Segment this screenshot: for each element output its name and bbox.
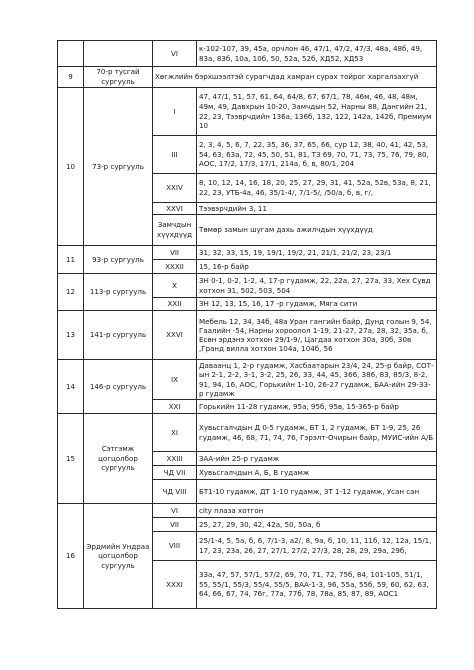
school-name: 73-р сургууль [84,88,153,246]
row-number: 14 [58,360,84,414]
district-code: XI [153,414,197,452]
district-code: Замчдын хүүхдүүд [153,215,197,246]
address-list: 31, 32, 33, 15, 19, 19/1, 19/2, 21, 21/1, 21/2, 23, 23/1 [197,246,437,260]
school-name: 141-р сургууль [84,311,153,360]
district-code: XXVI [153,311,197,360]
district-code: XXII [153,298,197,311]
table-row [58,360,437,400]
school-name: Сэтгэмж цогцолбор сургууль [84,414,153,504]
district-code: XXIII [153,452,197,466]
district-code: XXVI [153,203,197,215]
row-number: 12 [58,274,84,311]
school-district-table [57,40,437,609]
table-row [58,67,437,88]
address-list: 47, 47/1, 51, 57, 61, 64, 64/8, 67, 67/1, 78, 46м, 46, 48, 48м, 49м, 49, Давхрын 10-20, Замчдын 52, Нарны 88, Дангийн 21, 22, 23, Тээврчдийн 136а, 136б, 132, 122, 142а, 142б, Премиум 10 [197,88,437,136]
school-name: 93-р сургууль [84,246,153,274]
address-list: 15, 16-р байр [197,260,437,274]
district-code: XXXII [153,260,197,274]
address-list: 33а, 47, 57, 57/1, 57/2, 69, 70, 71, 72, 75б, 84, 101-105, 51/1, 55, 55/1, 55/3, 55/4, 55/5, ВАА-1-3, 96, 55а, 55б, 59, 60, 62, 63, 64, 66, 67, 74, 76г, 77а, 77б, 78, 78а, 85, 87, 89, АОС1 [197,561,437,609]
address-list: city плаза хотгон [197,504,437,518]
district-code: VI [153,504,197,518]
address-list: Хувьсгалчдын Д 0-5 гудамж, БТ 1, 2 гудамж, БТ 1-9, 25, 26 гудамж, 46, 68, 71, 74, 76, Гэрэлт-Очирын байр, МУИС-ийн А/Б [197,414,437,452]
address-list: ЗН 0-1, 0-2, 1-2, 4, 17-р гудамж, 22, 22а, 27, 27а, 33, Хех Сувд хотхон 31, 502, 503, 504 [197,274,437,298]
row-number: 16 [58,504,84,609]
district-code: XXIV [153,174,197,203]
district-code: VII [153,246,197,260]
school-name: Эрдмийн Ундраа цогцолбор сургууль [84,504,153,609]
row-number: 13 [58,311,84,360]
row-number [58,41,84,67]
row-number: 11 [58,246,84,274]
district-code: ЧД VII [153,466,197,480]
district-code: X [153,274,197,298]
address-list: к-102-107, 39, 45а, орчлон 46, 47/1, 47/2, 47/3, 48а, 48б, 49, 83а, 83б, 10а, 10б, 50, 52а, 52б, ХД52, ХД53 [197,41,437,67]
table-row [58,88,437,136]
address-list: 25, 27, 29, 30, 42, 42а, 50, 50а, б [197,518,437,532]
table-row [58,41,437,67]
address-list: 8, 10, 12, 14, 16, 18, 20, 25, 27, 29, 31, 41, 52а, 52в, 53а, 8, 21, 22, 23, УТБ-4а, 46, 35/1-4/, 7/1-5/, /50/а, б, в, г/, [197,174,437,203]
school-name: 70-р тусгай сургууль [84,67,153,88]
table-row [58,246,437,260]
address-list: Горькийн 11-28 гудамж, 95а, 95б, 95в, 15-365-р байр [197,400,437,414]
row-number: 15 [58,414,84,504]
district-code: VII [153,518,197,532]
district-code: III [153,136,197,174]
address-list: Хувьсгалчдын А, Б, В гудамж [197,466,437,480]
school-name: 146-р сургууль [84,360,153,414]
district-code: XXXI [153,561,197,609]
district-code: VI [153,41,197,67]
district-code: ЧД VIII [153,480,197,504]
table-row [58,414,437,452]
address-list: ЗН 12, 13, 15, 16, 17 -р гудамж, Мяга сити [197,298,437,311]
table-row [58,311,437,360]
address-list: Даваанц 1, 2-р гудамж, Хасбаатарын 23/4, 24, 25-р байр, СОТ-ын 2-1, 2-2, 3-1, 3-2, 25, 26, 33, 44, 45, 366, 386, 83, 85/3, 8-2, 91, 94, 16, АОС, Горькийн 1-10, 26-27 гудамж, БАА-ийн 29-33-р гудамж [197,360,437,400]
district-code: IX [153,360,197,400]
address-list: Хөгжлийн бэрхшээлтэй сурагчдад хамран сурах тойрог харгалзахгүй [153,67,437,88]
row-number: 10 [58,88,84,246]
address-list: ЗАА-ийн 25-р гудамж [197,452,437,466]
school-name: 113-р сургууль [84,274,153,311]
table-row [58,274,437,298]
address-list: БТ1-10 гудамж, ДТ 1-10 гудамж, ЗТ 1-12 гудамж, Усан сан [197,480,437,504]
address-list: Мебель 12, 34, 34б, 48а Уран гангийн байр, Дунд голын 9, 54, Гаалийн -54, Нарны хороолол 1-19, 21-27, 27а, 28, 32, 35а, б, Есөн эрдэнэ хотхон 29/1-9/, Цагдаа хотхон 30а, 30б, 30в ,Гранд вилла хотхон 104а, 104б, 56 [197,311,437,360]
address-list: 2, 3, 4, 5, 6, 7, 22, 35, 36, 37, 65, 66, сур 12, 38, 40, 41, 42, 53, 54, 63, 63а, 72, 45, 50, 51, 81, ТЗ 69, 70, 71, 73, 75, 76, 79, 80, АОС, 17/2, 17/3, 17/1, 214а, б, в, 80/1, 204 [197,136,437,174]
district-code: I [153,88,197,136]
row-number: 9 [58,67,84,88]
address-list: 25/1-4, 5, 5а, б, 6, 7/1-3, а2/, 8, 9а, б, 10, 11, 11б, 12, 12а, 15/1, 17, 23, 23а, 26, 27, 27/1, 27/2, 27/3, 28, 28, 29, 29а, 29б, [197,532,437,561]
school-name [84,41,153,67]
district-code: VIII [153,532,197,561]
address-list: Төмөр замын шугам дахь ажилчдын хүүхдүүд [197,215,437,246]
district-code: XXI [153,400,197,414]
table-row [58,504,437,518]
address-list: Тээвэрчдийн 3, 11 [197,203,437,215]
